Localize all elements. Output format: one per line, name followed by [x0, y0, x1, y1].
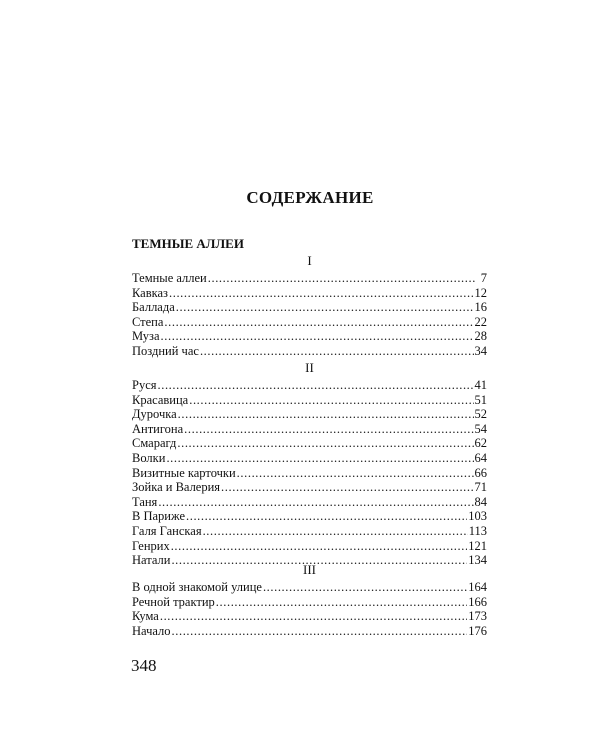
toc-entry-title: Начало: [132, 623, 171, 638]
toc-entry: [132, 436, 487, 451]
toc-entry-page: 166: [468, 594, 487, 609]
dot-leader: [186, 509, 467, 524]
toc-entry: [132, 286, 487, 301]
toc-entry-page: 52: [474, 407, 487, 422]
dot-leader: [177, 436, 473, 451]
toc-entry-page: 41: [474, 378, 487, 392]
dot-leader: [171, 539, 468, 554]
toc-entry-page: 51: [474, 392, 487, 407]
toc-entry-title: Зойка и Валерия: [132, 480, 221, 495]
toc-entry: [132, 524, 487, 539]
toc-entry-title: В одной знакомой улице: [132, 580, 262, 594]
dot-leader: [237, 466, 474, 481]
toc-entry: [132, 595, 487, 610]
toc-entry-title: В Париже: [132, 509, 185, 524]
page-number: 348: [131, 656, 157, 675]
toc-entry-title: Поздний час: [132, 343, 199, 358]
toc-entry: [132, 271, 487, 286]
toc-entry-page: 64: [474, 450, 487, 465]
section-heading: I: [307, 253, 312, 268]
toc-entry-title: Речной трактир: [132, 594, 215, 609]
toc-entry: [132, 466, 487, 481]
toc-entry-page: 134: [468, 553, 487, 568]
toc-entry-title: Степа: [132, 314, 164, 329]
toc-entry: [132, 407, 487, 422]
toc-entry-page: 173: [468, 609, 487, 624]
toc-entry: [132, 315, 487, 330]
toc-entry-page: 121: [468, 538, 487, 553]
toc-entry-title: Муза: [132, 329, 160, 344]
dot-leader: [161, 329, 474, 344]
toc-entry-page: 176: [468, 623, 487, 638]
toc-entry: [132, 378, 487, 393]
dot-leader: [176, 300, 474, 315]
toc-entry-title: Волки: [132, 450, 166, 465]
dot-leader: [184, 422, 473, 437]
toc-entry: [132, 329, 487, 344]
dot-leader: [158, 495, 473, 510]
dot-leader: [263, 580, 467, 595]
toc-entry-page: 22: [474, 314, 487, 329]
dot-leader: [208, 271, 476, 286]
toc-entry-page: 62: [474, 436, 487, 451]
toc-entry-page: 103: [468, 509, 487, 524]
toc-entry-title: Баллада: [132, 300, 175, 315]
dot-leader: [169, 286, 474, 301]
toc-entry: [132, 495, 487, 510]
toc-part-1: [132, 253, 487, 359]
toc-entry: [132, 509, 487, 524]
toc-entry-page: 71: [474, 480, 487, 495]
dot-leader: [160, 609, 467, 624]
toc-entry-page: 7: [480, 271, 487, 285]
collection-subtitle: ТЕМНЫЕ АЛЛЕИ: [132, 236, 244, 251]
dot-leader: [221, 480, 473, 495]
toc-entry: [132, 344, 487, 359]
section-heading: II: [305, 360, 314, 375]
toc-entry-title: Красавица: [132, 392, 189, 407]
toc-entry-title: Темные аллеи: [132, 271, 207, 285]
toc-entry-title: Антигона: [132, 421, 184, 436]
toc-entry-title: Генрих: [132, 538, 170, 553]
toc-entry-page: 66: [474, 465, 487, 480]
toc-entry-page: 164: [468, 580, 487, 594]
toc-entry-page: 12: [474, 285, 487, 300]
dot-leader: [158, 378, 474, 393]
toc-entry-page: 28: [474, 329, 487, 344]
toc-entry: [132, 451, 487, 466]
toc-entry: [132, 609, 487, 624]
toc-entry-page: 16: [474, 300, 487, 315]
toc-entry-title: Руся: [132, 378, 157, 392]
toc-entry-page: 54: [474, 421, 487, 436]
dot-leader: [200, 344, 474, 359]
toc-part-2: [132, 360, 487, 568]
toc-entry-title: Смарагд: [132, 436, 177, 451]
dot-leader: [178, 407, 474, 422]
toc-entry-title: Натали: [132, 553, 171, 568]
toc-entry: [132, 422, 487, 437]
toc-entry-title: Таня: [132, 494, 158, 509]
dot-leader: [172, 624, 468, 639]
dot-leader: [166, 451, 473, 466]
toc-entry-title: Дурочка: [132, 407, 177, 422]
toc-entry: [132, 393, 487, 408]
dot-leader: [189, 393, 473, 408]
toc-entry-page: 84: [474, 494, 487, 509]
toc-entry: [132, 539, 487, 554]
toc-entry-page: 34: [474, 343, 487, 358]
toc-entry-title: Галя Ганская: [132, 523, 202, 538]
toc-entry: [132, 300, 487, 315]
section-heading: III: [303, 562, 316, 577]
dot-leader: [164, 315, 473, 330]
toc-entry-title: Кавказ: [132, 285, 168, 300]
toc-entry-page: 113: [468, 523, 487, 538]
toc-part-3: [132, 562, 487, 638]
toc-entry: [132, 624, 487, 639]
toc-entry: [132, 480, 487, 495]
toc-entry: [132, 580, 487, 595]
toc-entry-title: Кума: [132, 609, 159, 624]
dot-leader: [203, 524, 468, 539]
dot-leader: [216, 595, 467, 610]
contents-title: СОДЕРЖАНИЕ: [246, 188, 374, 207]
toc-entry-title: Визитные карточки: [132, 465, 236, 480]
